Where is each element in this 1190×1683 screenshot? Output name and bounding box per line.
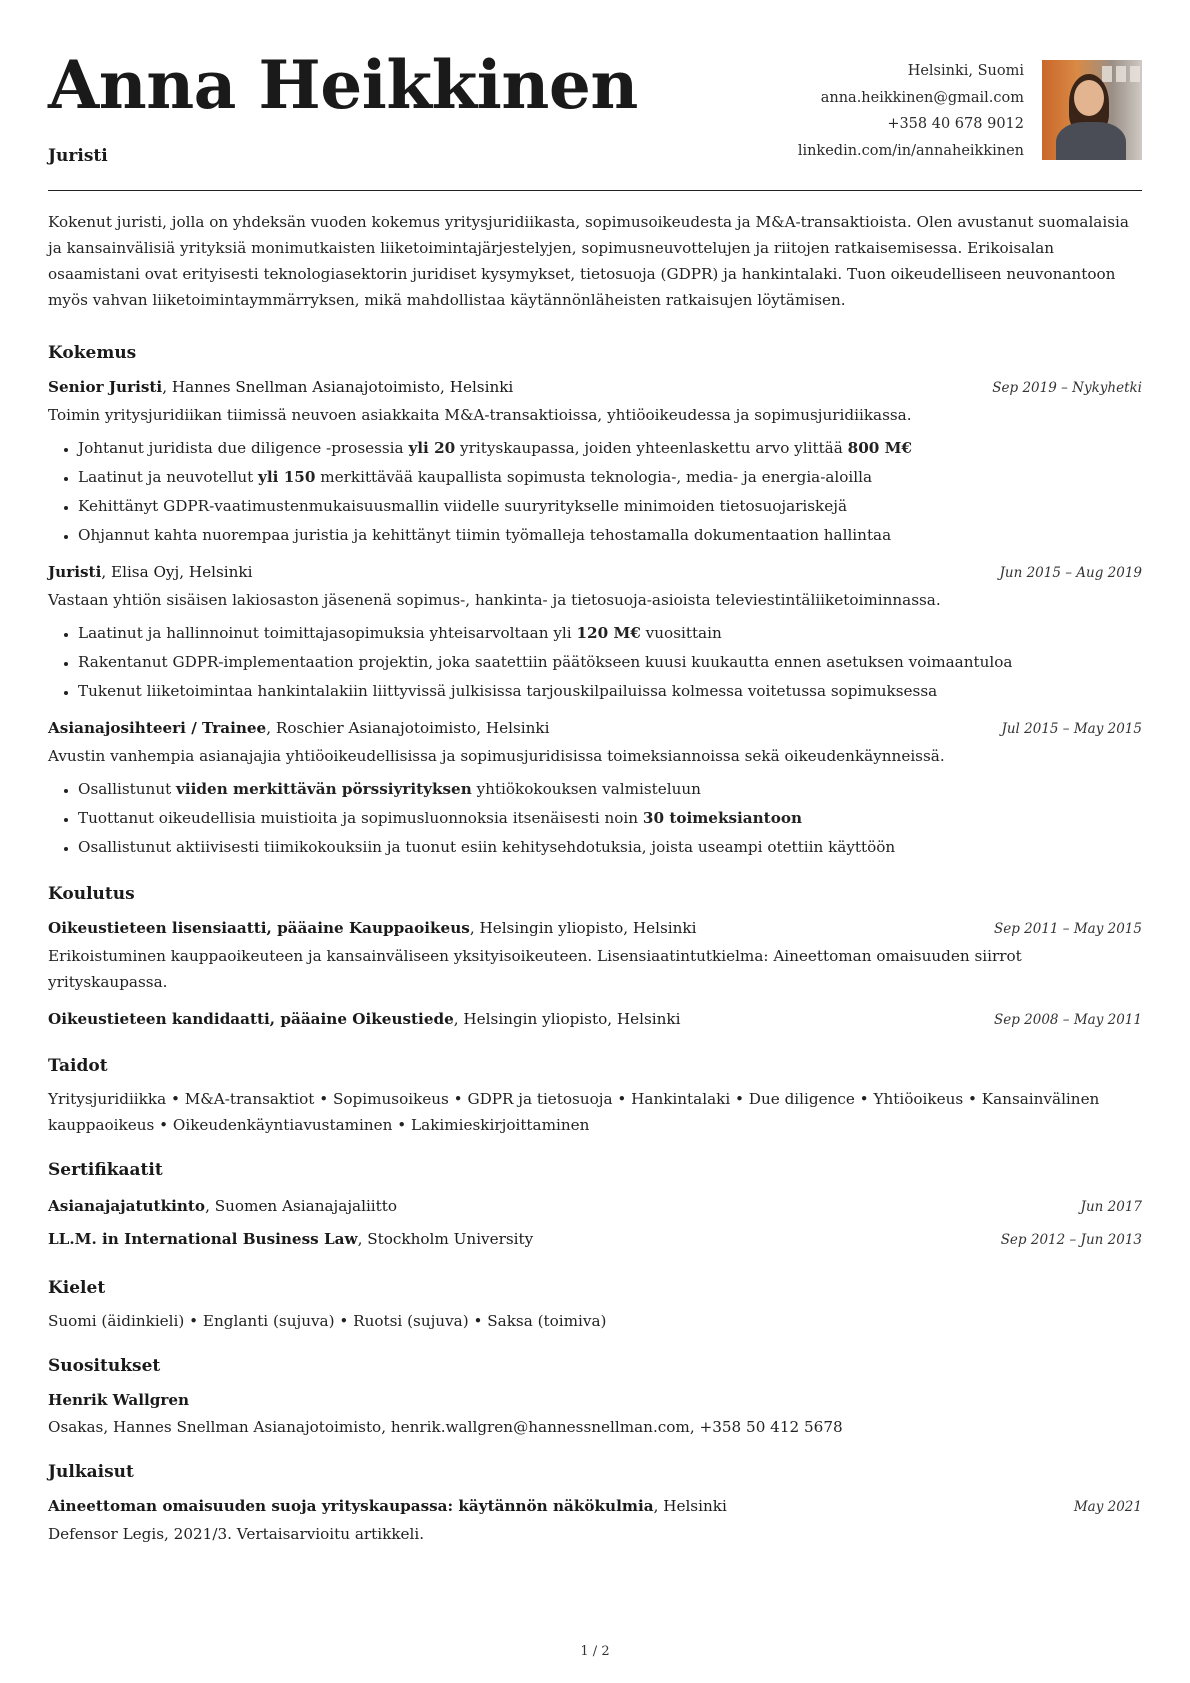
publication-place: , Helsinki	[653, 1497, 727, 1515]
job-description: Avustin vanhempia asianajajia yhtiöoikeudellisissa ja sopimusjuridisissa toimeksiannoissa sekä oikeudenkäynneissä.	[48, 747, 945, 765]
contact-info	[798, 58, 1024, 164]
certificate-name: Asianajajatutkinto	[48, 1197, 206, 1215]
certificate-date: Sep 2012 – Jun 2013	[1000, 1232, 1142, 1248]
section-heading-languages: Kielet	[48, 1278, 106, 1298]
bullet-text: yhtiökokouksen valmisteluun	[471, 780, 701, 798]
education-entry	[48, 1005, 1142, 1034]
job-bullet	[78, 775, 1142, 804]
reference-name-row	[48, 1386, 1142, 1414]
bullet-text: Tuottanut oikeudellisia muistioita ja sopimusluonnoksia itsenäisesti noin	[78, 809, 643, 827]
job-bullet	[78, 434, 1142, 463]
certificate-issuer: , Stockholm University	[357, 1230, 534, 1248]
bullet-text: Laatinut ja hallinnoinut toimittajasopimuksia yhteisarvoltaan yli	[78, 624, 577, 642]
section-heading-references: Suositukset	[48, 1356, 161, 1376]
location: Helsinki, Suomi	[907, 63, 1024, 79]
education-description: Erikoistuminen kauppaoikeuteen ja kansainväliseen yksityisoikeuteen. Lisensiaatintutkielma: Aineettoman omaisuuden siirrot yrityskaupassa.	[48, 947, 1022, 991]
bullet-highlight: yli 150	[258, 468, 316, 486]
bullet-text: Tukenut liiketoimintaa hankintalakiin liittyvissä julkisissa tarjouskilpailuissa kolmessa voitetussa sopimuksessa	[78, 682, 938, 700]
certificate-title	[48, 1223, 533, 1255]
experience-header-row	[48, 714, 1142, 743]
job-title: Juristi	[48, 146, 108, 166]
publication-title: Aineettoman omaisuuden suoja yrityskaupassa: käytännön näkökulmia	[48, 1497, 654, 1515]
certificate-title	[48, 1190, 397, 1222]
bullet-highlight: yli 20	[408, 439, 456, 457]
full-name: Anna Heikkinen	[48, 46, 638, 124]
job-bullet	[78, 492, 1142, 521]
job-org: , Elisa Oyj, Helsinki	[101, 563, 253, 581]
bullet-highlight: 30 toimeksiantoon	[642, 809, 803, 827]
job-bullets	[48, 434, 1142, 550]
certificate-name: LL.M. in International Business Law	[48, 1230, 358, 1248]
experience-header-row	[48, 373, 1142, 402]
bullet-text: yrityskaupassa, joiden yhteenlaskettu arvo ylittää	[455, 439, 848, 457]
bullet-text: Osallistunut aktiivisesti tiimikokouksiin ja tuonut esiin kehitysehdotuksia, joista useampi otettiin käyttöön	[78, 838, 896, 856]
experience-list	[48, 373, 1142, 862]
experience-title	[48, 373, 513, 401]
bullet-text: Kehittänyt GDPR-vaatimustenmukaisuusmallin viidelle suuryritykselle minimoiden tietosuojariskejä	[78, 497, 848, 515]
section-heading-certificates: Sertifikaatit	[48, 1160, 163, 1180]
education-date: Sep 2008 – May 2011	[993, 1012, 1142, 1028]
section-heading-publications: Julkaisut	[48, 1462, 134, 1482]
job-description: Vastaan yhtiön sisäisen lakiosaston jäsenenä sopimus-, hankinta- ja tietosuoja-asioista televiestintäliiketoiminnassa.	[48, 591, 941, 609]
job-bullets	[48, 775, 1142, 862]
summary-text: Kokenut juristi, jolla on yhdeksän vuoden kokemus yritysjuridiikasta, sopimusoikeudesta ja M&A-transaktioista. Olen avustanut suomalaisia ja kansainvälisiä yrityksiä monimutkaisten liiketoimintajärjestelyjen, sopimusneuvottelujen ja riitojen ratkaisemisessa. Erikoisalan osaamistani ovat erityisesti teknologiasektorin juridiset kysymykset, tietosuoja (GDPR) ja hankintalaki. Tuon oikeudelliseen neuvonantoon myös vahvan liiketoimintaymmärryksen, mikä mahdollistaa käytännönläheisten ratkaisujen löytämisen.	[48, 213, 1129, 309]
publication-row	[48, 1492, 1142, 1521]
job-org: , Hannes Snellman Asianajotoimisto, Helsinki	[162, 378, 514, 396]
bullet-text: Johtanut juridista due diligence -prosessia	[78, 439, 409, 457]
bullet-highlight: 800 M€	[847, 439, 912, 457]
job-date: Jul 2015 – May 2015	[1001, 721, 1142, 737]
section-heading-skills: Taidot	[48, 1056, 108, 1076]
job-bullet	[78, 619, 1142, 648]
linkedin-link[interactable]: linkedin.com/in/annaheikkinen	[797, 142, 1024, 159]
section-heading-education: Koulutus	[48, 884, 135, 904]
education-date: Sep 2011 – May 2015	[993, 921, 1142, 937]
job-bullet	[78, 521, 1142, 550]
bullet-text: Laatinut ja neuvotellut	[78, 468, 259, 486]
job-date: Jun 2015 – Aug 2019	[999, 565, 1142, 581]
education-title	[48, 914, 696, 942]
skills-text: Yritysjuridiikka • M&A-transaktiot • Sopimusoikeus • GDPR ja tietosuoja • Hankintalaki • Due diligence • Yhtiöoikeus • Kansainvälinen kauppaoikeus • Oikeudenkäyntiavustaminen • Lakimieskirjoittaminen	[48, 1090, 1100, 1134]
bullet-text: Osallistunut	[78, 780, 177, 798]
section-heading-experience: Kokemus	[48, 343, 137, 363]
experience-title	[48, 558, 252, 586]
page-number: 1 / 2	[580, 1644, 610, 1659]
bullet-text: Rakentanut GDPR-implementaation projektin, joka saatettiin päätökseen kuusi kuukautta ennen asetuksen voimaantuloa	[78, 653, 1013, 671]
job-date: Sep 2019 – Nykyhetki	[992, 380, 1142, 396]
job-role: Asianajosihteeri / Trainee	[48, 719, 267, 737]
certificate-row	[48, 1223, 1142, 1256]
certificate-list	[48, 1190, 1142, 1256]
education-title	[48, 1005, 680, 1033]
job-bullet	[78, 677, 1142, 706]
bullet-highlight: 120 M€	[576, 624, 641, 642]
phone: +358 40 678 9012	[887, 116, 1024, 132]
education-list	[48, 914, 1142, 1034]
experience-entry	[48, 373, 1142, 550]
job-bullet	[78, 463, 1142, 492]
degree: Oikeustieteen kandidaatti, pääaine Oikeustiede	[48, 1010, 454, 1028]
reference-name: Henrik Wallgren	[48, 1391, 190, 1409]
job-role: Juristi	[48, 563, 102, 581]
school: , Helsingin yliopisto, Helsinki	[469, 919, 697, 937]
reference-detail: Osakas, Hannes Snellman Asianajotoimisto, henrik.wallgren@hannessnellman.com, +358 50 412 5678	[48, 1418, 843, 1436]
publication-date: May 2021	[1073, 1499, 1142, 1515]
experience-entry	[48, 714, 1142, 862]
education-entry	[48, 914, 1142, 995]
education-header-row	[48, 914, 1142, 943]
job-org: , Roschier Asianajotoimisto, Helsinki	[266, 719, 550, 737]
job-bullet	[78, 804, 1142, 833]
profile-photo	[1042, 60, 1142, 160]
bullet-highlight: viiden merkittävän pörssiyrityksen	[176, 780, 472, 798]
bullet-text: merkittävää kaupallista sopimusta teknologia-, media- ja energia-aloilla	[315, 468, 873, 486]
education-header-row	[48, 1005, 1142, 1034]
school: , Helsingin yliopisto, Helsinki	[453, 1010, 681, 1028]
certificate-row	[48, 1190, 1142, 1223]
languages-text: Suomi (äidinkieli) • Englanti (sujuva) • Ruotsi (sujuva) • Saksa (toimiva)	[48, 1312, 607, 1330]
email[interactable]: anna.heikkinen@gmail.com	[820, 89, 1024, 106]
certificate-issuer: , Suomen Asianajajaliitto	[205, 1197, 398, 1215]
experience-header-row	[48, 558, 1142, 587]
certificate-date: Jun 2017	[1080, 1199, 1142, 1215]
job-bullet	[78, 833, 1142, 862]
job-description: Toimin yritysjuridiikan tiimissä neuvoen asiakkaita M&A-transaktioissa, yhtiöoikeudessa ja sopimusjuridiikassa.	[48, 406, 912, 424]
bullet-text: Ohjannut kahta nuorempaa juristia ja kehittänyt tiimin työmalleja tehostamalla dokumentaation hallintaa	[78, 526, 892, 544]
job-bullets	[48, 619, 1142, 706]
experience-title	[48, 714, 550, 742]
job-bullet	[78, 648, 1142, 677]
job-role: Senior Juristi	[48, 378, 163, 396]
degree: Oikeustieteen lisensiaatti, pääaine Kauppaoikeus	[48, 919, 470, 937]
bullet-text: vuosittain	[640, 624, 722, 642]
resume-header	[48, 0, 1142, 191]
publication-desc: Defensor Legis, 2021/3. Vertaisarvioitu artikkeli.	[48, 1525, 425, 1543]
experience-entry	[48, 558, 1142, 706]
